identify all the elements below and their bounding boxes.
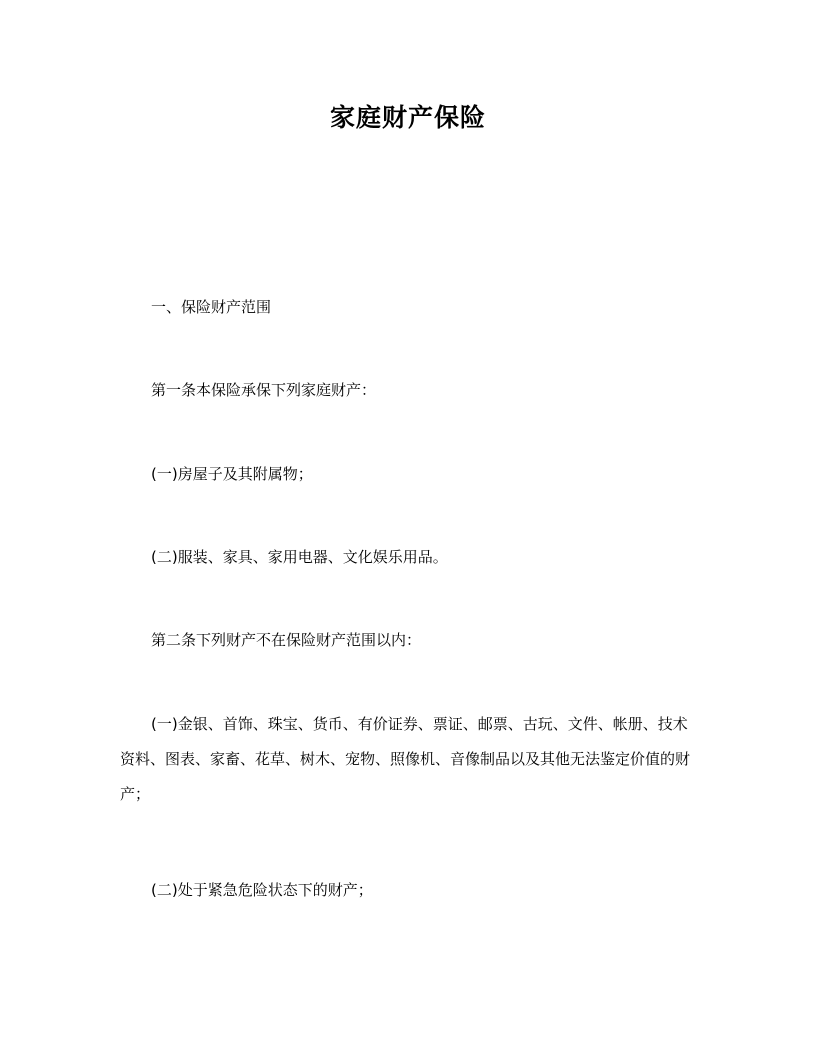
list-item-paragraph: (二)处于紧急危险状态下的财产； xyxy=(151,881,373,899)
article-paragraph: 第一条本保险承保下列家庭财产： xyxy=(151,381,377,399)
list-item-paragraph: (一)金银、首饰、珠宝、货币、有价证券、票证、邮票、古玩、文件、帐册、技术资料、图表、家畜、花草、树木、宠物、照像机、音像制品以及其他无法鉴定价值的财产； xyxy=(120,715,691,803)
section-heading: 一、保险财产范围 xyxy=(151,298,272,316)
list-item-paragraph: (二)服装、家具、家用电器、文化娱乐用品。 xyxy=(151,548,448,566)
document-title: 家庭财产保险 xyxy=(329,103,486,132)
article-paragraph: 第二条下列财产不在保险财产范围以内： xyxy=(151,631,422,649)
list-item-paragraph: (一)房屋子及其附属物； xyxy=(151,465,313,483)
